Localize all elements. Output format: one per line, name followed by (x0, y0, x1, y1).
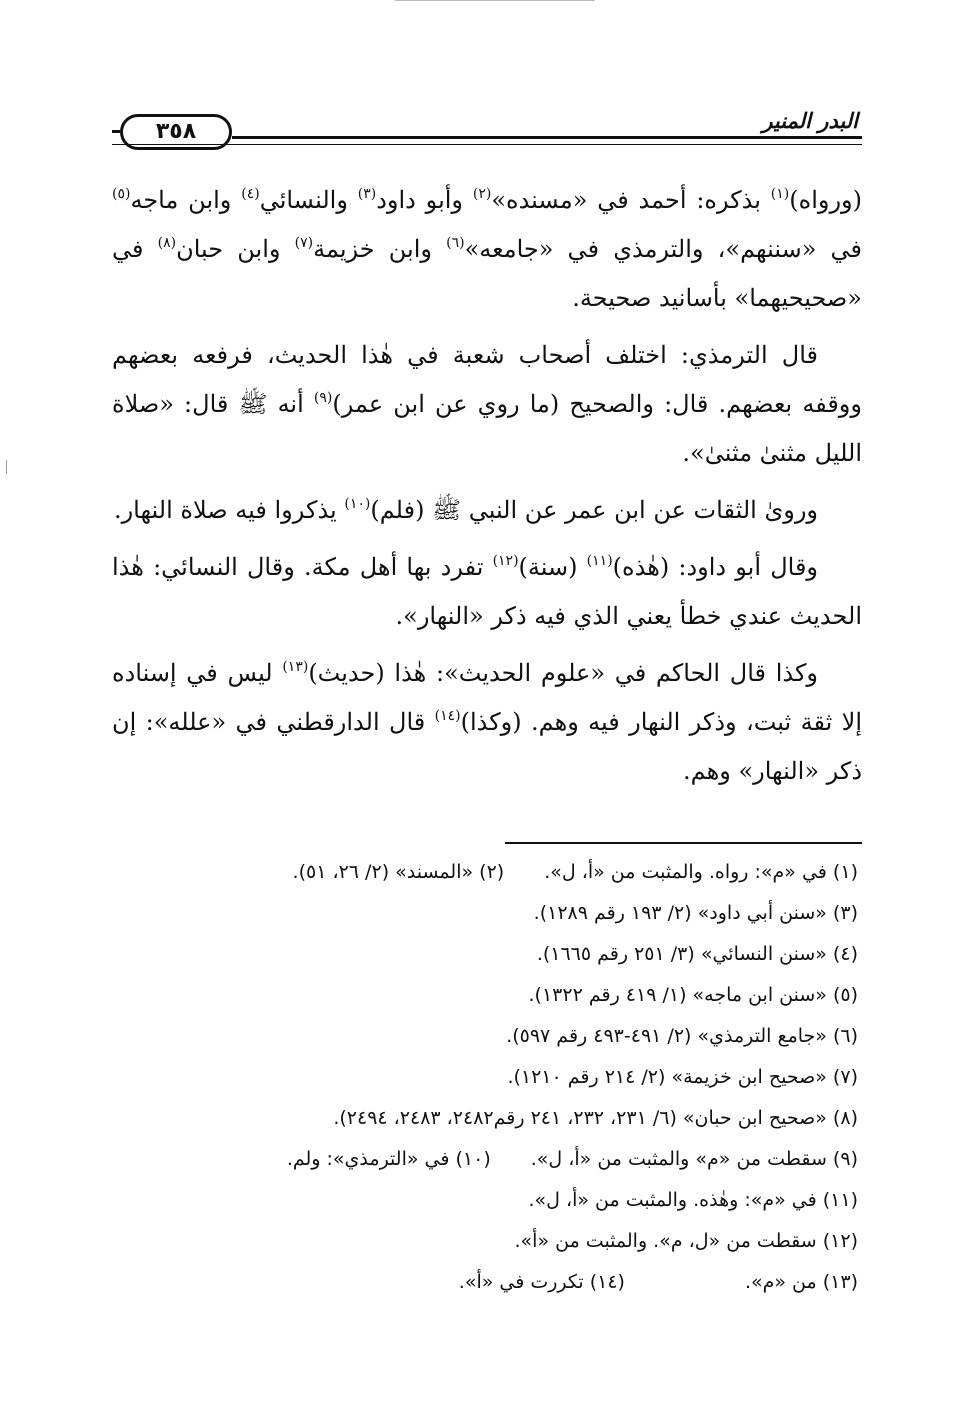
text-run: وابن خزيمة (313, 235, 447, 263)
footnote-marker: (٨) (157, 235, 177, 251)
top-edge-line (395, 0, 595, 1)
text-run: أنه ﷺ قال: «صلاة الليل مثنىٰ مثنىٰ». (112, 390, 862, 467)
main-text (112, 176, 862, 804)
header-rule-thick (232, 136, 862, 139)
text-run: (ورواه) (789, 186, 862, 214)
text-run: وابن ماجه (130, 186, 242, 214)
text-run: ورویٰ الثقات عن ابن عمر عن النبي ﷺ (فلم) (370, 496, 818, 524)
text-run: وكذا قال الحاكم في «علوم الحديث»: هٰذا (حديث) (308, 659, 819, 687)
footnote-text: (١٣) من «م». (744, 1271, 858, 1293)
text-run: ليس في إسناده إلا ثقة ثبت، وذكر النهار فيه وهم. (وكذا) (112, 659, 863, 736)
text-run: في «سننهم»، والترمذي في «جامعه» (464, 235, 863, 263)
text-run: وابن حبان (176, 235, 295, 263)
footnote (112, 1016, 862, 1057)
header-rule-thin (112, 144, 862, 145)
footnote-text: (٢) «المسند» (٢/ ٢٦، ٥١). (292, 861, 505, 883)
footnote-text: (٧) «صحيح ابن خزيمة» (٢/ ٢١٤ رقم ١٢١٠). (507, 1066, 858, 1088)
page-number: ٣٥٨ (120, 114, 232, 150)
footnote-text: (٥) «سنن ابن ماجه» (١/ ٤١٩ رقم ١٣٢٢). (528, 984, 858, 1006)
footnote-marker: (٦) (446, 235, 465, 251)
text-run: (سنة) (518, 553, 587, 581)
footnote (112, 852, 862, 893)
footnote (112, 1180, 862, 1221)
footnote-marker: (١٠) (344, 496, 371, 512)
text-run: والنسائي (259, 186, 358, 214)
footnote (112, 934, 862, 975)
text-run: تفرد بها أهل مكة. وقال النسائي: هٰذا الحديث عندي خطأ يعني الذي فيه ذكر «النهار». (112, 553, 862, 630)
text-run: وقال أبو داود: (هٰذه) (612, 553, 819, 581)
paragraph (112, 176, 862, 323)
footnote-text: (٣) «سنن أبي داود» (٢/ ١٩٣ رقم ١٢٨٩). (533, 902, 858, 924)
footnote (112, 975, 862, 1016)
footnote-marker: (١٤) (434, 708, 461, 724)
paragraph (112, 331, 862, 478)
footnote-marker: (١٣) (282, 659, 309, 675)
footnote-text: (١٢) سقطت من «ل، م». والمثبت من «أ». (514, 1230, 858, 1252)
text-run: وأبو داود (376, 186, 473, 214)
footnote-text: (١) في «م»: رواه. والمثبت من «أ، ل». (544, 861, 858, 883)
footnote (112, 1262, 862, 1303)
text-run: يذكروا فيه صلاة النهار. (113, 496, 345, 524)
footnote-marker: (٥) (112, 186, 131, 202)
footnote-marker: (٢) (472, 186, 492, 202)
footnote (112, 1139, 862, 1180)
footnote-text: (١٠) في «الترمذي»: ولم. (286, 1148, 491, 1170)
footnote-separator (505, 842, 862, 844)
footnotes (112, 852, 862, 1303)
footnote-text: (٦) «جامع الترمذي» (٢/ ٤٩١-٤٩٣ رقم ٥٩٧). (506, 1025, 858, 1047)
footnote-marker: (١١) (586, 553, 613, 569)
footnote-text: (٨) «صحيح ابن حبان» (٦/ ٢٣١، ٢٣٢، ٢٤١ رقم٢٤٨٢، ٢٤٨٣، ٢٤٩٤). (333, 1107, 858, 1129)
footnote-marker: (٧) (294, 235, 314, 251)
margin-mark (6, 460, 7, 474)
text-run: قال الدارقطني في «علله»: إن ذكر «النهار» وهم. (112, 708, 862, 785)
footnote-text: (١٤) تكررت في «أ». (458, 1271, 625, 1293)
page-header (112, 108, 862, 158)
footnote-marker: (١٢) (492, 553, 519, 569)
footnote (112, 1098, 862, 1139)
text-run: في «صحيحيهما» بأسانيد صحيحة. (112, 235, 862, 312)
paragraph (112, 649, 862, 796)
header-ornament (112, 130, 120, 133)
footnote-marker: (٩) (313, 390, 333, 406)
paragraph (112, 486, 862, 535)
footnote-marker: (١) (770, 186, 790, 202)
footnote (112, 893, 862, 934)
footnote-text: (١١) في «م»: وهٰذه. والمثبت من «أ، ل». (528, 1189, 858, 1211)
running-title: البدر المنير (762, 109, 858, 133)
footnote (112, 1057, 862, 1098)
footnote-marker: (٤) (241, 186, 260, 202)
footnote-text: (٤) «سنن النسائي» (٣/ ٢٥١ رقم ١٦٦٥). (536, 943, 858, 965)
text-run: قال الترمذي: اختلف أصحاب شعبة في هٰذا الحديث، فرفعه بعضهم ووقفه بعضهم. قال: والصحيح (ما روي عن ابن عمر) (112, 341, 862, 418)
footnote (112, 1221, 862, 1262)
paragraph (112, 543, 862, 641)
text-run: بذكره: أحمد في «مسنده» (491, 186, 771, 214)
footnote-text: (٩) سقطت من «م» والمثبت من «أ، ل». (530, 1148, 858, 1170)
footnote-marker: (٣) (357, 186, 377, 202)
